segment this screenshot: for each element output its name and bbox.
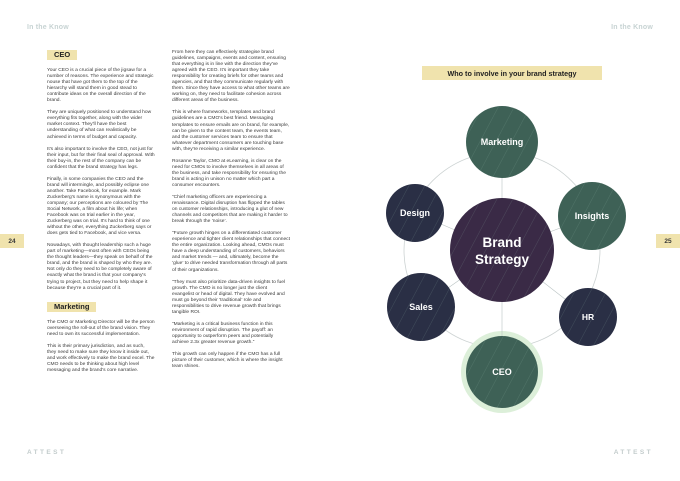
node-label-marketing: Marketing <box>480 137 524 147</box>
node-ceo <box>466 336 538 408</box>
ceo-heading: CEO <box>47 50 77 60</box>
node-hr <box>559 288 617 346</box>
node-label-design: Design <box>399 208 431 218</box>
running-header-right: In the Know <box>611 24 653 31</box>
node-label-sales: Sales <box>409 302 433 312</box>
node-insights <box>558 182 626 250</box>
center-label-line1: Brand <box>482 235 522 250</box>
quote-paragraph-4: “Marketing is a critical business function in this environment of rapid disruption. The payoff: an opportunity to outperform peers and potentially achieve 2.3x greater revenue growth.” <box>172 321 274 345</box>
footer-brand-left: ATTEST <box>27 449 67 456</box>
quote-paragraph-3: “They must also prioritize data-driven insights to fuel growth. The CMO is no longer just the client evangelist or head of digital. They have evolved and must go beyond their ‘traditional’ role and responsibilities to drive revenue growth that brings tangible ROI. <box>172 279 286 315</box>
node-label-ceo: CEO <box>492 367 512 377</box>
marketing-paragraph-2: This is their primary jurisdiction, and as such, they need to make sure they know it inside out, and work effectively to make the brand excel. The CMO needs to be thinking about high level messaging and the brand's core narrative. <box>47 343 155 373</box>
node-design <box>386 184 444 242</box>
diagram-title: Who to involve in your brand strategy <box>422 66 602 80</box>
running-header-left: In the Know <box>27 24 69 31</box>
node-center-brand-strategy <box>450 198 554 302</box>
body-paragraph-4: This growth can only happen if the CMO has a full picture of their customer, which is where the insight team shines. <box>172 352 283 370</box>
body-paragraph-1: From here they can effectively strategise brand guidelines, campaigns, events and content, ensuring that everything is in line with the direction they've agreed with the CEO. It's important they take responsibility for creating briefs for other teams and agencies, and that they communicate regularly with them. Since they have access to what other teams are working on, they need to facilitate cohesion across different areas of the business. <box>172 50 290 104</box>
center-label-line2: Strategy <box>474 252 530 267</box>
node-sales <box>387 273 455 341</box>
ceo-paragraph-4: Finally, in some companies the CEO and the brand will intermingle, and possibly eclipse one another. Take Facebook, for example. Mark Zuckerberg's name is synonymous with the company; our perceptions are coloured by The Social Network, a film about his life; when Facebook was on trial earlier in the year, Zuckerberg was on trial. It's hard to think of one without the other, everything Zuckerberg says or does gets tied to Facebook, and vice versa. <box>47 176 152 237</box>
marketing-paragraph-1: The CMO or Marketing Director will be the person overseeing the roll-out of the brand vision. They need to own its successful implementation. <box>47 319 155 337</box>
body-paragraph-3: Rosanne Taylor, CMO at eLearning, is clear on the need for CMOs to involve themselves in all areas of the business, and take responsibility for ensuring the brand is acting in unison no matter which part a consumer encounters. <box>172 158 286 188</box>
footer-brand-right: ATTEST <box>613 449 653 456</box>
page-number-left: 24 <box>0 234 24 248</box>
quote-paragraph-1: “Chief marketing officers are experiencing a renaissance. Digital disruption has flipped the tables on customer relationships, introducing a glut of new channels and competitors that are making it harder to break through the ‘noise’. <box>172 194 288 225</box>
ceo-paragraph-1: Your CEO is a crucial piece of the jigsaw for a number of reasons. The experience and strategic nouse that have got them to the top of the hierarchy will stand them in good stead to contribute ideas on the overall direction of the brand. <box>47 68 154 104</box>
node-label-insights: Insights <box>574 211 610 221</box>
quote-paragraph-2: “Future growth hinges on a differentiated customer experience and tighter client relationships that connect the entire organization. Looking ahead, CMOs must have a deep understanding of customers, behaviors and market trends — and, ultimately, become the ‘glue’ to drive needed transformation through all parts of their organizations. <box>172 231 290 273</box>
marketing-heading: Marketing <box>47 302 96 312</box>
node-label-hr: HR <box>581 312 595 322</box>
node-marketing <box>466 106 538 178</box>
body-paragraph-2: This is where frameworks, templates and brand guidelines are a CMO's best friend. Messaging templates to ensure emails are on brand, for example, can be given to the content team, the events team, and the customer services team to ensure that whatever department consumers are touching base with, they're receiving a similar experience. <box>172 110 290 152</box>
ceo-paragraph-5: Nowadays, with thought leadership such a huge part of marketing—most often with CEOs being the thought leaders—they speak on behalf of the brand, and the brand is shaped by who they are. Not only do they need to be completely aware of exactly what the brand is that your company's trying to project, but they need to help shape it because they're a crucial part of it. <box>47 243 153 291</box>
ceo-paragraph-3: It's also important to involve the CEO, not just for their input, but for their final seal of approval. With their buy-in, the rest of the company can be confident that the brand strategy has legs. <box>47 146 155 170</box>
page-number-right: 25 <box>656 234 680 248</box>
ceo-paragraph-2: They are uniquely positioned to understand how everything fits together, along with the wider market context. They'll have the best understanding of what can realistically be achieved in terms of budget and capacity. <box>47 110 152 140</box>
